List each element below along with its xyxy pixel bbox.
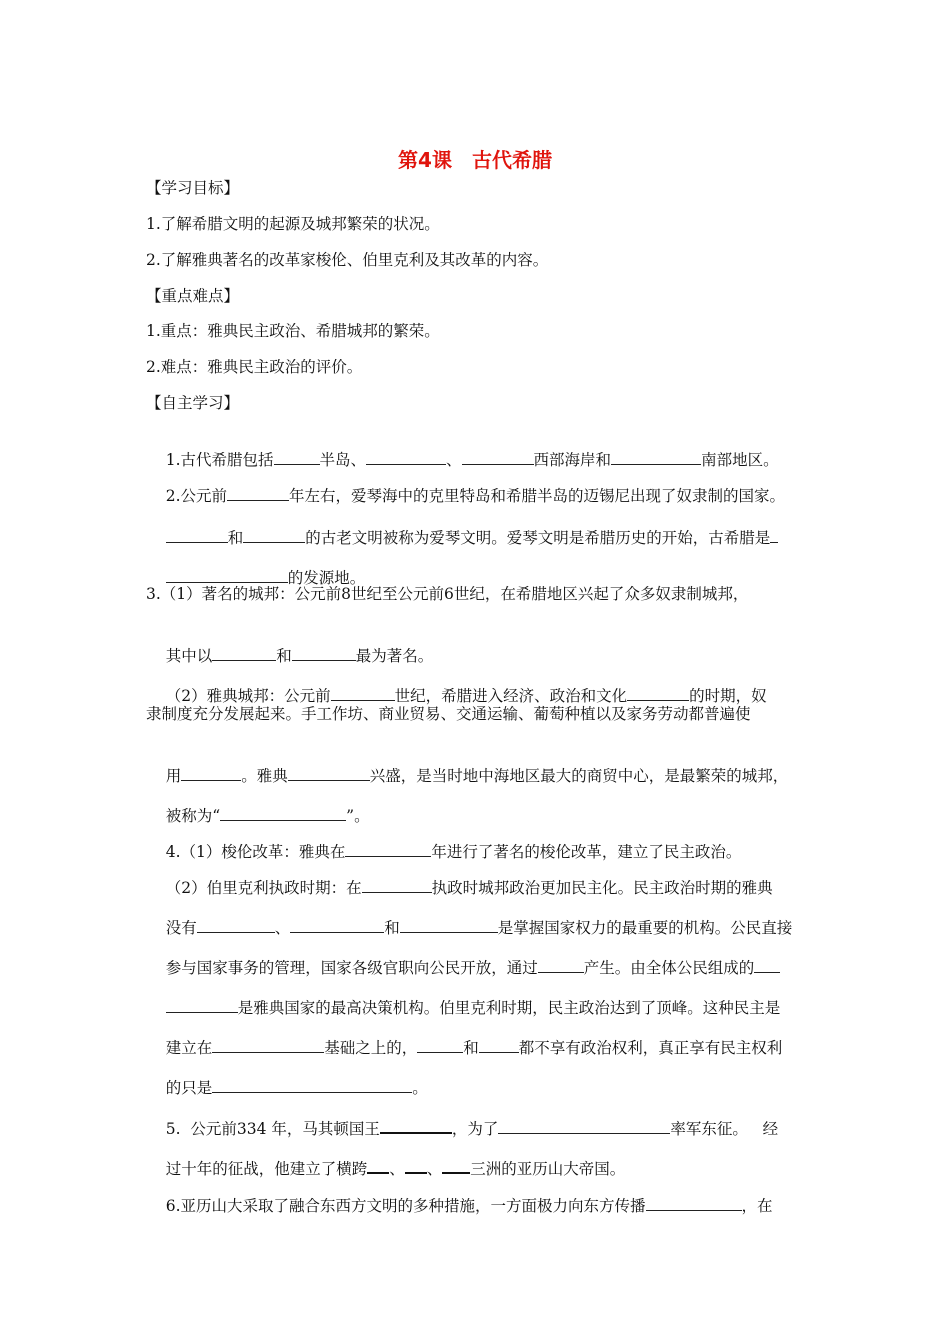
q1-text: 半岛、 (319, 451, 367, 469)
q4-text: 4.（1）梭伦改革：雅典在 (165, 843, 346, 861)
q5-text: 率军东征。 经 (670, 1120, 779, 1138)
question-3-line-4: 隶制度充分发展起来。手工作坊、商业贸易、交通运输、葡萄种植以及家务劳动都普遍使 (146, 705, 751, 723)
q6-text: 6.亚历山大采取了融合东西方文明的多种措施，一方面极力向东方传播 (165, 1197, 646, 1215)
q4-text: 执政时城邦政治更加民主化。民主政治时期的雅典 (431, 879, 773, 897)
fill-blank[interactable] (754, 957, 780, 973)
fill-blank[interactable] (538, 957, 584, 973)
fill-blank[interactable] (288, 765, 370, 781)
q4-text: 的只是 (165, 1079, 213, 1097)
fill-blank[interactable] (197, 917, 275, 933)
q3-text: 其中以 (165, 647, 213, 665)
fill-blank[interactable] (166, 527, 228, 543)
question-6-line-1 (146, 1173, 773, 1239)
q6-text: ，在 (741, 1197, 773, 1215)
q4-text: 产生。由全体公民组成的 (583, 959, 755, 977)
q3-text: 世纪，希腊进入经济、政治和文化 (394, 687, 628, 705)
fill-blank[interactable] (367, 1157, 389, 1174)
fill-blank[interactable] (212, 1037, 324, 1053)
fill-blank[interactable] (770, 527, 778, 543)
fill-blank[interactable] (243, 527, 305, 543)
q2-text: 的古老文明被称为爱琴文明。爱琴文明是希腊历史的开始，古希腊是 (305, 529, 771, 547)
fill-blank[interactable] (292, 645, 356, 661)
q5-text: 三洲的亚历山大帝国。 (470, 1160, 626, 1178)
key-point-1: 1.重点：雅典民主政治、希腊城邦的繁荣。 (146, 322, 440, 340)
fill-blank[interactable] (646, 1195, 742, 1211)
q4-text: 是掌握国家权力的最重要的机构。公民直接 (497, 919, 793, 937)
q1-text: 南部地区。 (701, 451, 779, 469)
fill-blank[interactable] (212, 645, 276, 661)
fill-blank[interactable] (405, 1157, 427, 1174)
q2-text: 的发源地。 (287, 569, 366, 587)
q4-text: 参与国家事务的管理，国家各级官职向公民开放，通过 (165, 959, 538, 977)
q1-text: 、 (446, 451, 462, 469)
fill-blank[interactable] (362, 877, 432, 893)
q5-text: ，为了 (451, 1120, 499, 1138)
q3-text: 。雅典 (241, 767, 288, 785)
q4-text: 都不享有政治权利，真正享有民主权利 (518, 1039, 783, 1057)
goal-2: 2.了解雅典著名的改革家梭伦、伯里克利及其改革的内容。 (146, 251, 549, 269)
q2-text: 和 (227, 529, 244, 547)
q3-text: 的时期，奴 (689, 687, 767, 705)
q3-text: 最为著名。 (355, 647, 434, 665)
q3-text: ”。 (346, 807, 370, 825)
fill-blank[interactable] (166, 567, 288, 583)
section-heading-key-points: 【重点难点】 (146, 287, 240, 305)
question-3-line-1: 3.（1）著名的城邦：公元前8世纪至公元前6世纪，在希腊地区兴起了众多奴隶制城邦， (146, 585, 749, 603)
q4-text: 没有 (165, 919, 197, 937)
fill-blank[interactable] (498, 1118, 670, 1134)
q3-text: （2）雅典城邦：公元前 (165, 687, 331, 705)
q3-text: 被称为“ (165, 807, 221, 825)
fill-blank[interactable] (212, 1077, 412, 1093)
fill-blank[interactable] (290, 917, 384, 933)
lesson-title: 第4课 古代希腊 (398, 148, 552, 172)
q5-text: 过十年的征战，他建立了横跨 (165, 1160, 368, 1178)
fill-blank[interactable] (442, 1157, 470, 1174)
fill-blank[interactable] (627, 685, 689, 701)
q1-text: 西部海岸和 (533, 451, 612, 469)
q4-text: 年进行了著名的梭伦改革，建立了民主政治。 (431, 843, 742, 861)
section-heading-self-study: 【自主学习】 (146, 394, 240, 412)
key-point-2: 2.难点：雅典民主政治的评价。 (146, 358, 363, 376)
fill-blank[interactable] (331, 685, 395, 701)
q3-text: 兴盛，是当时地中海地区最大的商贸中心，是最繁荣的城邦， (369, 767, 789, 785)
q4-text: 基础之上的， (324, 1039, 418, 1057)
q4-text: 和 (384, 919, 400, 937)
fill-blank[interactable] (417, 1037, 463, 1053)
q5-text: 5. 公元前334 年，马其顿国王 (165, 1120, 380, 1138)
fill-blank[interactable] (479, 1037, 519, 1053)
q2-text: 年左右，爱琴海中的克里特岛和希腊半岛的迈锡尼出现了奴隶制的国家。 (289, 487, 786, 505)
q4-text: （2）伯里克利执政时期：在 (165, 879, 362, 897)
fill-blank[interactable] (400, 917, 498, 933)
section-heading-goals: 【学习目标】 (146, 179, 240, 197)
q3-text: 用 (165, 767, 182, 785)
goal-1: 1.了解希腊文明的起源及城邦繁荣的状况。 (146, 215, 440, 233)
fill-blank[interactable] (380, 1117, 452, 1134)
fill-blank[interactable] (181, 765, 241, 781)
q2-text: 2.公元前 (165, 487, 228, 505)
q4-text: 、 (274, 919, 291, 937)
q4-text: 。 (412, 1079, 428, 1097)
q4-text: 是雅典国家的最高决策机构。伯里克利时期，民主政治达到了顶峰。这种民主是 (237, 999, 781, 1017)
fill-blank[interactable] (166, 997, 238, 1013)
q4-text: 建立在 (165, 1039, 213, 1057)
q5-text: 、 (426, 1160, 443, 1178)
q4-text: 和 (463, 1039, 479, 1057)
q1-text: 1.古代希腊包括 (165, 451, 274, 469)
q5-text: 、 (389, 1160, 405, 1178)
fill-blank[interactable] (227, 485, 289, 501)
q3-text: 和 (276, 647, 292, 665)
